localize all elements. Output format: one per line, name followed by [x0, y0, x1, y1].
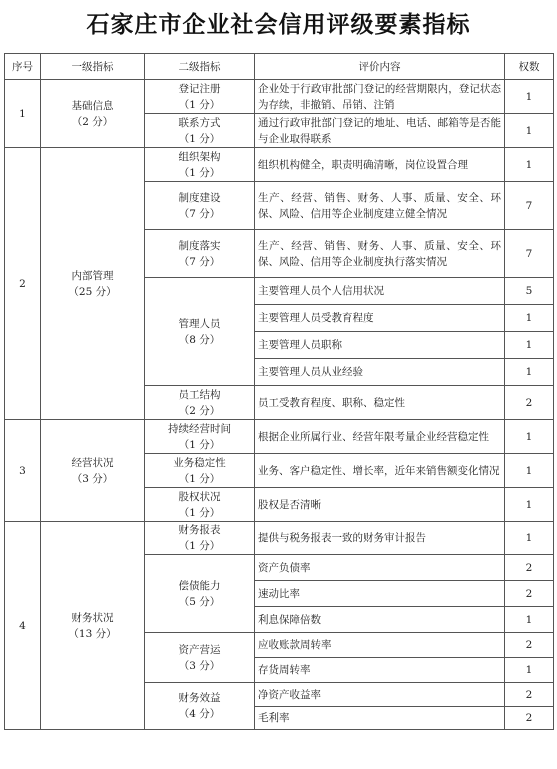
item-name: 管理人员	[178, 317, 221, 330]
item-name-cell	[145, 522, 255, 555]
item-name: 联系方式	[178, 116, 221, 129]
criteria-text: 根据企业所属行业、经营年限考量企业经营稳定性	[255, 420, 505, 454]
group-points: （2 分）	[71, 115, 114, 128]
criteria-text: 企业处于行政审批部门登记的经营期限内，登记状态为存续，非撤销、吊销、注销	[255, 80, 505, 114]
table-row	[5, 148, 554, 182]
group-seq: 4	[5, 522, 41, 730]
item-points: （8 分）	[178, 333, 221, 346]
weight-value: 2	[505, 386, 554, 420]
criteria-text: 主要管理人员受教育程度	[255, 305, 505, 332]
item-name-cell	[145, 555, 255, 633]
table-row	[5, 80, 554, 114]
criteria-text: 速动比率	[255, 581, 505, 607]
item-points: （4 分）	[178, 708, 221, 720]
weight-value: 1	[505, 114, 554, 148]
item-name-cell	[145, 182, 255, 230]
criteria-text: 提供与税务报表一致的财务审计报告	[255, 522, 505, 555]
weight-value: 7	[505, 230, 554, 278]
item-points: （1 分）	[178, 472, 221, 485]
item-name-cell	[145, 386, 255, 420]
weight-value: 1	[505, 454, 554, 488]
group-seq: 1	[5, 80, 41, 148]
item-name-cell	[145, 683, 255, 730]
item-name-cell	[145, 230, 255, 278]
weight-value: 2	[505, 683, 554, 707]
item-points: （1 分）	[178, 132, 221, 145]
weight-value: 1	[505, 488, 554, 522]
item-name: 资产营运	[178, 643, 221, 656]
group-name-cell	[41, 80, 145, 148]
item-points: （1 分）	[178, 506, 221, 519]
weight-value: 1	[505, 80, 554, 114]
item-name-cell	[145, 488, 255, 522]
criteria-text: 主要管理人员个人信用状况	[255, 278, 505, 305]
table-row	[5, 420, 554, 454]
table-row	[5, 522, 554, 555]
group-points: （13 分）	[68, 627, 117, 640]
criteria-text: 主要管理人员从业经验	[255, 359, 505, 386]
item-name: 持续经营时间	[168, 422, 231, 435]
header-level2: 二级指标	[145, 54, 255, 80]
criteria-text: 员工受教育程度、职称、稳定性	[255, 386, 505, 420]
item-name: 员工结构	[178, 388, 221, 401]
weight-value: 1	[505, 420, 554, 454]
header-weight: 权数	[505, 54, 554, 80]
header-criteria: 评价内容	[255, 54, 505, 80]
group-name-cell	[41, 420, 145, 522]
weight-value: 5	[505, 278, 554, 305]
weight-value: 1	[505, 148, 554, 182]
indicator-table	[4, 53, 554, 730]
criteria-text: 存货周转率	[255, 658, 505, 683]
criteria-text: 股权是否清晰	[255, 488, 505, 522]
criteria-text: 通过行政审批部门登记的地址、电话、邮箱等是否能与企业取得联系	[255, 114, 505, 148]
document-title: 石家庄市企业社会信用评级要素指标	[86, 11, 471, 38]
criteria-text: 净资产收益率	[255, 683, 505, 707]
group-name: 基础信息	[71, 99, 114, 112]
item-points: （1 分）	[178, 438, 221, 451]
item-name-cell	[145, 420, 255, 454]
item-name-cell	[145, 278, 255, 386]
weight-value: 2	[505, 555, 554, 581]
item-name-cell	[145, 80, 255, 114]
item-name: 登记注册	[178, 82, 221, 95]
header-level1: 一级指标	[41, 54, 145, 80]
criteria-text: 资产负债率	[255, 555, 505, 581]
weight-value: 1	[505, 522, 554, 555]
group-name-cell	[41, 522, 145, 730]
item-points: （1 分）	[178, 166, 221, 179]
item-points: （7 分）	[178, 207, 221, 220]
criteria-text: 生产、经营、销售、财务、人事、质量、安全、环保、风险、信用等企业制度执行落实情况	[255, 230, 505, 278]
weight-value: 1	[505, 359, 554, 386]
item-name: 制度建设	[178, 191, 221, 204]
item-name-cell	[145, 148, 255, 182]
criteria-text: 利息保障倍数	[255, 607, 505, 633]
item-points: （2 分）	[178, 404, 221, 417]
group-points: （25 分）	[68, 285, 117, 298]
criteria-text: 主要管理人员职称	[255, 332, 505, 359]
group-name: 经营状况	[71, 456, 114, 469]
item-points: （1 分）	[178, 540, 221, 552]
header-seq: 序号	[5, 54, 41, 80]
weight-value: 2	[505, 707, 554, 730]
weight-value: 2	[505, 633, 554, 658]
item-name: 业务稳定性	[173, 456, 226, 469]
criteria-text: 应收账款周转率	[255, 633, 505, 658]
item-points: （3 分）	[178, 659, 221, 672]
weight-value: 2	[505, 581, 554, 607]
criteria-text: 业务、客户稳定性、增长率，近年来销售额变化情况	[255, 454, 505, 488]
group-name-cell	[41, 148, 145, 420]
item-points: （7 分）	[178, 255, 221, 268]
group-points: （3 分）	[71, 472, 114, 485]
weight-value: 1	[505, 305, 554, 332]
group-seq: 3	[5, 420, 41, 522]
item-name-cell	[145, 114, 255, 148]
group-name: 内部管理	[71, 269, 114, 282]
criteria-text: 组织机构健全，职责明确清晰，岗位设置合理	[255, 148, 505, 182]
criteria-text: 生产、经营、销售、财务、人事、质量、安全、环保、风险、信用等企业制度建立健全情况	[255, 182, 505, 230]
item-name: 偿债能力	[178, 579, 221, 592]
item-points: （1 分）	[178, 98, 221, 111]
item-name: 财务效益	[178, 692, 221, 704]
table-header-row	[5, 54, 554, 80]
weight-value: 7	[505, 182, 554, 230]
weight-value: 1	[505, 332, 554, 359]
item-points: （5 分）	[178, 595, 221, 608]
group-seq: 2	[5, 148, 41, 420]
item-name-cell	[145, 633, 255, 683]
weight-value: 1	[505, 658, 554, 683]
item-name: 股权状况	[178, 490, 221, 503]
item-name-cell	[145, 454, 255, 488]
item-name: 制度落实	[178, 239, 221, 252]
group-name: 财务状况	[71, 611, 114, 624]
item-name: 组织架构	[178, 150, 221, 163]
item-name: 财务报表	[178, 524, 221, 536]
criteria-text: 毛利率	[255, 707, 505, 730]
weight-value: 1	[505, 607, 554, 633]
